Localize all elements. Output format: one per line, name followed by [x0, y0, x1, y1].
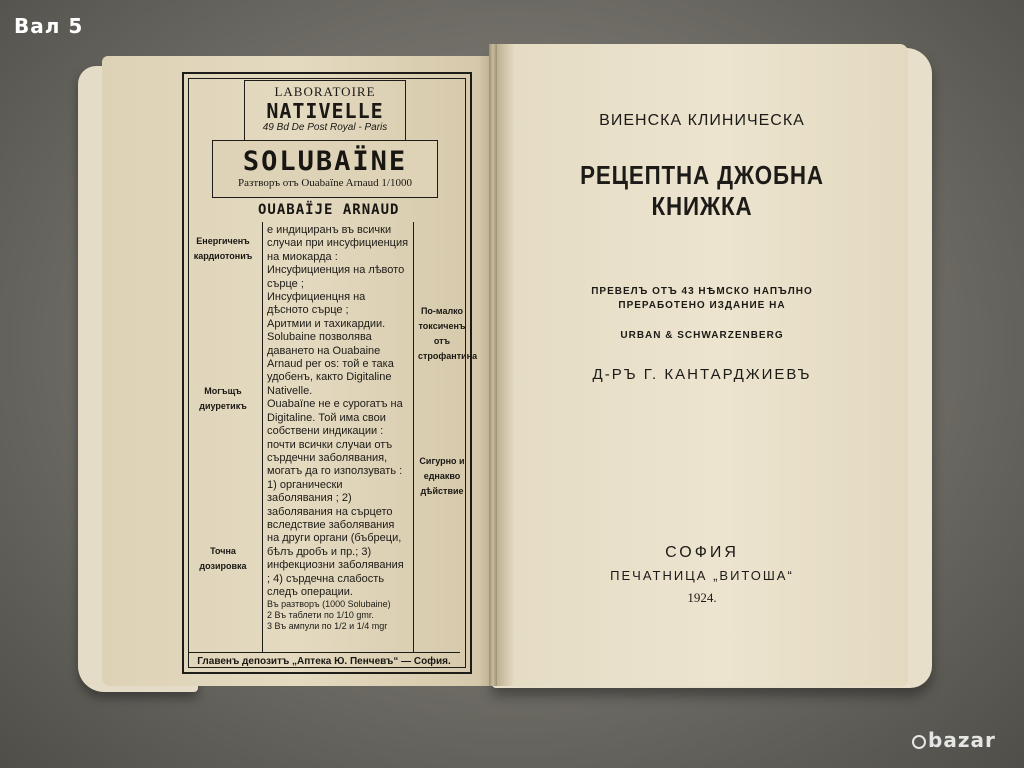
advert-body-line: 3 Въ ампули по 1/2 и 1/4 mgr	[267, 621, 388, 632]
advert-header	[244, 80, 406, 142]
logo-icon	[912, 735, 926, 749]
book-spine	[489, 44, 497, 686]
watermark-logo	[912, 728, 996, 752]
advert-body-line: случаи при инсуфициенция	[267, 237, 409, 250]
author: Д-РЪ Г. КАНТАРДЖИЕВЪ	[592, 366, 812, 383]
open-book	[72, 42, 932, 692]
advert-laboratory: LABORATOIRE	[274, 84, 376, 99]
advert-body-line: Аритмии и тахикардии.	[267, 317, 386, 330]
advert-address: 49 Bd De Post Royal - Paris	[262, 122, 388, 133]
series-title: ВИЕНСКА КЛИНИЧЕСКА	[599, 112, 805, 129]
advert-left-note: Енергиченъ кардиотониъ	[193, 236, 253, 261]
corner-label: Вал 5	[14, 14, 84, 38]
advert-body-line: Ouabaïne не е сурогатъ на Digitaline. Той има свои собствени индикации : почти всички случаи отъ сърдечни заболявания, могатъ да го използувать : 1) органически заболявания ; 2) заболявания на сърцето вследствие заболявания на други органи (бъбреци, бѣлъ дробъ и пр.; 3) инфекциозни заболявания ; 4) сърдечна слабость следъ операции.	[267, 398, 404, 598]
original-publisher: URBAN & SCHWARZENBERG	[620, 330, 784, 341]
advert-body-line: Инсуфициенцня на дѣсното сърце ;	[267, 291, 366, 317]
book-title: РЕЦЕПТНА ДЖОБНА КНИЖКА	[580, 160, 824, 221]
advert-heading: OUABAÏJE ARNAUD	[258, 202, 400, 218]
advert-body-line: на миокарда :	[267, 250, 338, 263]
advert-body-line: Solubaine позволява даването на Ouabaine Arnaud per os: той е така удобенъ, както Digitaline Nativelle.	[267, 331, 394, 397]
advert-right-note: По-малко токсиченъ отъ строфантина	[418, 306, 478, 361]
advert-right-note: Сигурно и еднакво дѣйствие	[419, 456, 465, 496]
advert-body-line: е индициранъ въ всички	[267, 224, 392, 236]
advert-brand-box	[212, 140, 438, 198]
advert-body-line: Инсуфициенция на лѣвото сърце ;	[267, 264, 405, 290]
watermark-text: bazar	[928, 728, 996, 752]
translation-note-line-2: ПРЕРАБОТЕНО ИЗДАНИЕ НА	[618, 300, 786, 311]
advert-footer: Главенъ депозитъ „Аптека Ю. Пенчевъ“ — София.	[188, 652, 460, 667]
printing-house: ПЕЧАТНИЦА „ВИТОША“	[610, 568, 794, 583]
advert-brand: SOLUBAÏNE	[242, 146, 408, 177]
advert-body-line: 2 Въ таблети по 1/10 gmr.	[267, 610, 374, 621]
advertisement	[182, 72, 478, 674]
publication-year: 1924.	[687, 590, 717, 605]
advert-body-line: Въ разтворъ (1000 Solubaine)	[267, 599, 391, 610]
advert-left-note: Точна дозировка	[199, 546, 247, 571]
publication-city: СОФИЯ	[665, 544, 739, 561]
advert-left-note: Могъщъ диуретикъ	[199, 386, 247, 411]
translation-note-line-1: ПРЕВЕЛЪ ОТЪ 43 НѢМСКО НАПЪЛНО	[591, 286, 813, 297]
advert-body	[262, 222, 414, 652]
advert-brand-subtitle: Разтворъ отъ Ouabaïne Arnaud 1/1000	[238, 177, 412, 189]
advert-maker: NATIVELLE	[266, 99, 384, 123]
